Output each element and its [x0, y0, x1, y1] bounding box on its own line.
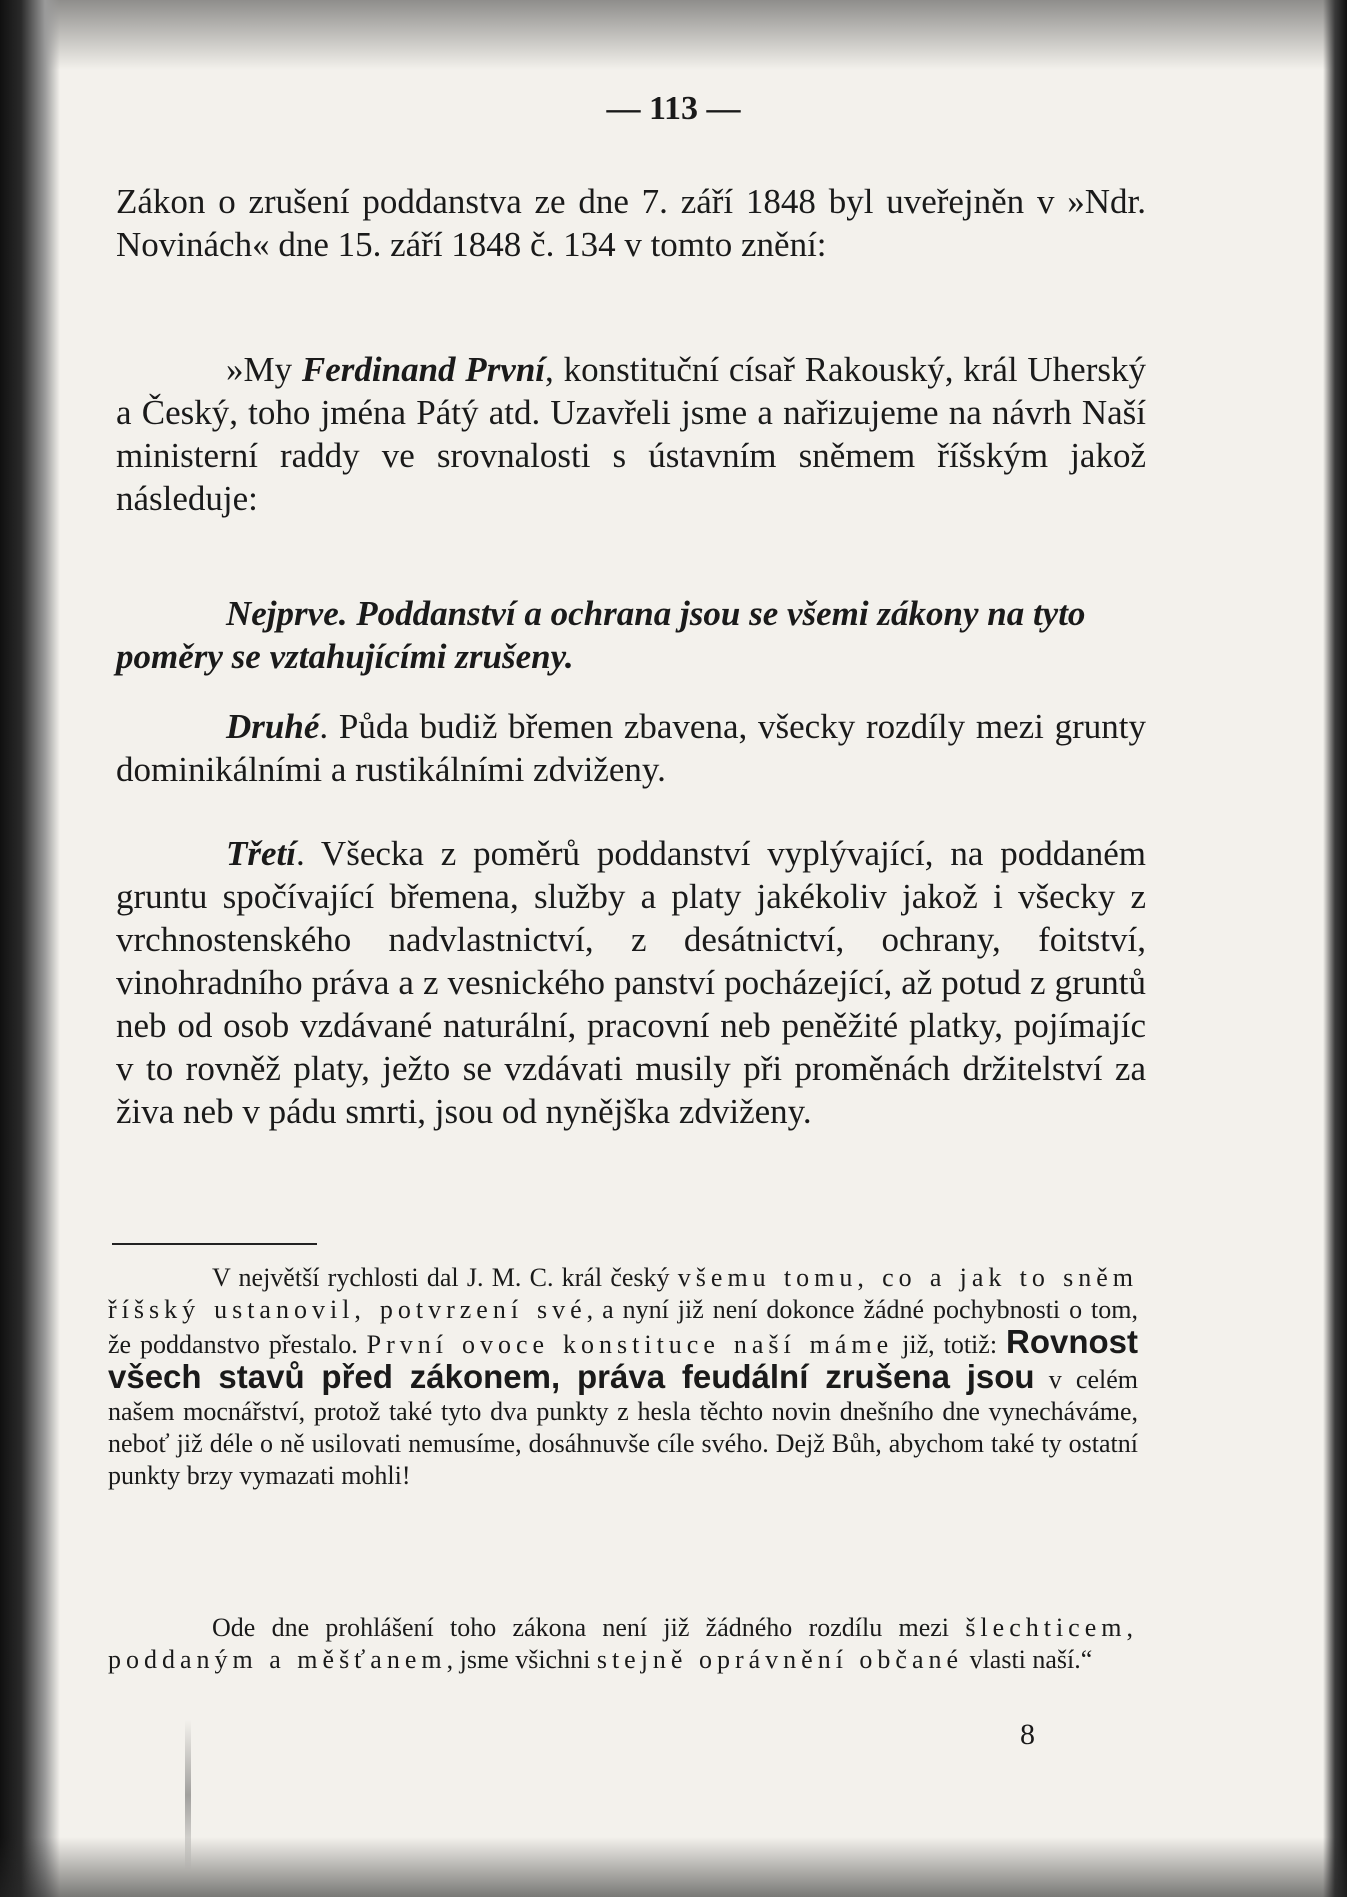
article-second — [116, 705, 1146, 791]
intro-text: Zákon o zrušení poddanstva ze dne 7. září 1848 byl uveřejněn v »Ndr. Novinách« dne 15. září 1848 č. 134 v tomto znění: — [116, 182, 1146, 264]
note1-headline: Rovnost všech stavů před zákonem, práva feudální zrušena jsou — [108, 1323, 1139, 1395]
note2-part-b: šlechticem, poddaným a měšťanem — [108, 1613, 1138, 1674]
article-first-text: Nejprve. Poddanství a ochrana jsou se všemi zákony na tyto poměry se vztahujícími zrušeny. — [116, 594, 1086, 676]
note1-part-c: , a nyní již není dokonce žádné pochybnosti o tom, že poddanstvo přestalo. — [108, 1295, 1138, 1359]
sheet-signature: 8 — [1020, 1718, 1035, 1751]
note1-part-b: všemu tomu, co a jak to sněm říšský ustanovil, potvrzení své — [108, 1263, 1138, 1324]
scan-shadow-top — [0, 0, 1347, 70]
proclamation-paragraph — [116, 348, 1146, 520]
note2-part-c: , jsme všichni — [446, 1645, 597, 1674]
note1-part-d: První ovoce konstituce naší máme — [366, 1330, 894, 1359]
note1-part-g: v celém našem mocnářství, protož také tyto dva punkty z hesla těchto novin dnešního dne vynecháváme, neboť již déle o ně usilovati nemusíme, dosáhnuvše cíle svého. Dejž Bůh, abychom také ty ostatní punkty brzy vymazati mohli! — [108, 1365, 1138, 1490]
proclamation-lead: »My — [226, 350, 302, 389]
proclamation-text — [116, 348, 1146, 520]
scan-binding-edge — [0, 0, 60, 1897]
article-second-heading: Druhé — [226, 707, 320, 746]
article-second-text — [116, 705, 1146, 791]
note2-part-a: Ode dne prohlášení toho zákona není již žádného rozdílu mezi — [212, 1613, 966, 1642]
article-third-text — [116, 832, 1146, 1133]
scan-smudge — [185, 1720, 191, 1870]
article-first — [116, 592, 1146, 678]
note1-part-e: již, totiž: — [893, 1330, 1007, 1359]
note1-part-a: V největší rychlosti dal J. M. C. král český — [212, 1263, 678, 1292]
footnote-divider — [112, 1243, 317, 1245]
note2-part-d: stejně oprávnění občané — [596, 1645, 964, 1674]
closing-note — [108, 1612, 1138, 1676]
article-second-body: . Půda budiž břemen zbavena, všecky rozdíly mezi grunty dominikálními a rustikálními zdviženy. — [116, 707, 1146, 789]
scan-shadow-bottom — [0, 1837, 1347, 1897]
editorial-note — [108, 1262, 1138, 1492]
emperor-name: Ferdinand První — [301, 350, 546, 389]
note2-part-e: vlasti naší.“ — [963, 1645, 1093, 1674]
scan-shadow-right — [1323, 0, 1347, 1897]
page-number: — 113 — — [606, 90, 741, 127]
proclamation-rest: , konstituční císař Rakouský, král Uherský a Český, toho jména Pátý atd. Uzavřeli jsme a nařizujeme na návrh Naší ministerní raddy ve srovnalosti s ústavním sněmem říšským jakož následuje: — [116, 350, 1146, 518]
intro-paragraph — [116, 180, 1146, 266]
article-third-body: . Všecka z poměrů poddanství vyplývající, na poddaném gruntu spočívající břemena, služby a platy jakékoliv jakož i všecky z vrchnostenského nadvlastnictví, z desátnictví, ochrany, foitství, vinohradního práva a z vesnického panství pocházející, až potud z gruntů neb od osob vzdávané naturální, pracovní neb peněžité platky, pojímajíc v to rovněž platy, ježto se vzdávati musily při proměnách držitelství za živa neb v pádu smrti, jsou od nynějška zdviženy. — [116, 834, 1146, 1131]
article-third-heading: Třetí — [226, 834, 296, 873]
article-third — [116, 832, 1146, 1133]
